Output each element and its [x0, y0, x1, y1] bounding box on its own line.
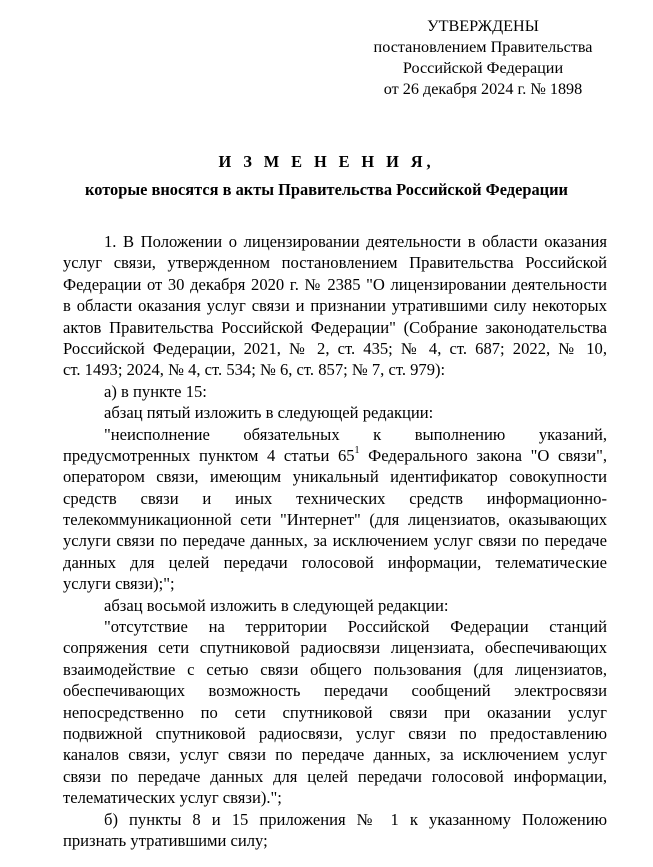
quote-line: подвижной спутниковой радиосвязи, услуг связи по предоставлению — [63, 723, 607, 743]
quote-line: данных для целей передачи голосовой информации, телематические — [63, 552, 607, 572]
quote-text: предусмотренных пунктом 4 статьи 65 — [63, 445, 355, 465]
subitem-line: б) пункты 8 и 15 приложения № 1 к указанному Положению — [104, 809, 607, 829]
superscript: 1 — [354, 445, 360, 457]
paragraph-line: услуг связи, утвержденном постановлением Правительства Российской — [63, 253, 607, 273]
quote-line: средств связи и иных технических средств информационно- — [63, 488, 607, 508]
quote-line: "неисполнение обязательных к выполнению указаний, — [104, 424, 607, 444]
quote-line: "отсутствие на территории Российской Федерации станций — [104, 617, 607, 637]
quote-line: непосредственно по сети спутниковой связи при оказании услуг — [63, 702, 607, 722]
document-title: И З М Е Н Е Н И Я, — [218, 152, 435, 171]
quote-line: телематических услуг связи)."; — [63, 788, 282, 808]
quote-line: связи по передаче данных для целей передачи голосовой информации, — [63, 766, 607, 786]
quote-line: услуги связи);"; — [63, 574, 175, 594]
subitem-line: а) в пункте 15: — [104, 381, 207, 401]
quote-line: телекоммуникационной сети "Интернет" (для лицензиатов, оказывающих — [63, 510, 607, 530]
approval-title: УТВЕРЖДЕНЫ — [427, 17, 539, 35]
quote-text: Федерального закона "О связи", — [359, 445, 607, 465]
paragraph-line: Российской Федерации, 2021, № 2, ст. 435; № 4, ст. 687; 2022, № 10, — [63, 338, 607, 358]
quote-line: услуги связи по передаче данных, за исключением услуг связи по передаче — [63, 531, 607, 551]
quote-line: оператором связи, имеющим уникальный идентификатор совокупности — [63, 467, 607, 487]
quote-line: взаимодействие с сетью связи общего пользования (для лицензиатов, — [63, 659, 607, 679]
document-subtitle: которые вносятся в акты Правительства Российской Федерации — [84, 180, 569, 199]
approval-line: Российской Федерации — [402, 59, 564, 77]
approval-date: от 26 декабря 2024 г. № 1898 — [383, 80, 583, 98]
paragraph-line: 1. В Положении о лицензировании деятельности в области оказания — [104, 232, 607, 251]
subitem-line: признать утратившими силу; — [63, 830, 268, 850]
paragraph-line: актов Правительства Российской Федерации" (Собрание законодательства — [63, 317, 607, 337]
quote-line: обеспечивающих возможность передачи сообщений электросвязи — [63, 681, 607, 701]
paragraph-line: в области оказания услуг связи и признании утратившими силу некоторых — [63, 296, 607, 316]
paragraph-line: Федерации от 30 декабря 2020 г. № 2385 "О лицензировании деятельности — [63, 274, 607, 294]
quote-line: каналов связи, услуг связи по передаче данных, за исключением услуг — [63, 745, 607, 765]
quote-line: сопряжения сети спутниковой радиосвязи лицензиата, обеспечивающих — [63, 638, 607, 658]
approval-line: постановлением Правительства — [373, 38, 593, 56]
document-body — [63, 231, 607, 851]
quote-line — [63, 445, 607, 466]
approval-block — [360, 16, 606, 100]
subitem-line: абзац пятый изложить в следующей редакции: — [104, 403, 434, 423]
subitem-line: абзац восьмой изложить в следующей редакции: — [104, 595, 449, 615]
paragraph-line: ст. 1493; 2024, № 4, ст. 534; № 6, ст. 857; № 7, ст. 979): — [63, 360, 446, 380]
